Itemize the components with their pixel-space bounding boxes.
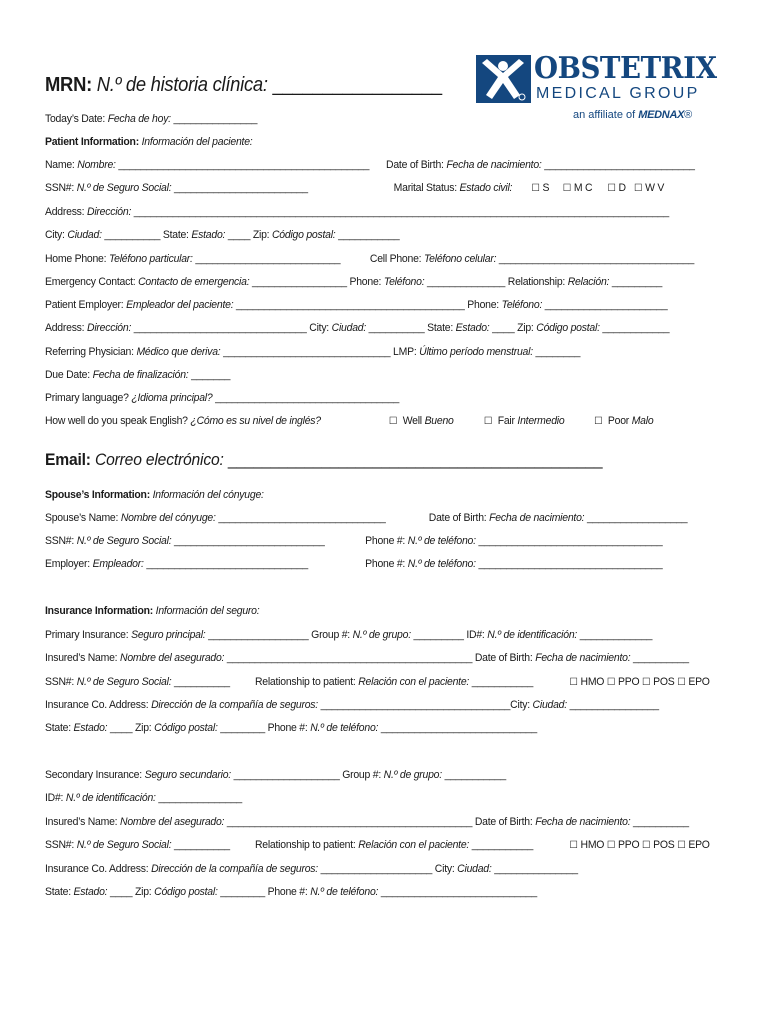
city-field[interactable]: City: Ciudad: __________: [45, 229, 161, 241]
employer-address-field[interactable]: Address: Dirección: _______________________________: [45, 322, 307, 334]
employer-zip-field[interactable]: Zip: Código postal: ____________: [517, 322, 670, 334]
insured-ssn-field[interactable]: SSN#: N.º de Seguro Social: __________: [45, 676, 230, 688]
language-field[interactable]: Primary language? ¿Idioma principal? _________________________________: [45, 392, 400, 404]
ssn-label-es: N.º de Seguro Social:: [76, 182, 172, 194]
zip-field[interactable]: Zip: Código postal: ___________: [252, 229, 400, 241]
secondary-insured-name-field[interactable]: Insured’s Name: Nombre del asegurado: ____________________________________________: [45, 816, 473, 828]
checkbox-icon[interactable]: ☐: [388, 416, 398, 427]
patient-heading-es: Información del paciente:: [141, 136, 253, 148]
checkbox-icon[interactable]: ☐: [569, 840, 578, 851]
physician-row: [45, 345, 580, 359]
name-field[interactable]: [45, 158, 369, 172]
insurance-city-field[interactable]: City: Ciudad: ________________: [510, 699, 659, 711]
english-option-fair[interactable]: ☐ Fair Intermedio: [483, 415, 565, 427]
ssn-blank[interactable]: ________________________: [174, 182, 308, 194]
secondary-city-field[interactable]: City: Ciudad: _______________: [434, 863, 578, 875]
plan-epo[interactable]: ☐ EPO: [677, 676, 710, 688]
physician-field[interactable]: Referring Physician: Médico que deriva: ______________________________: [45, 346, 391, 358]
dob-field[interactable]: [386, 158, 695, 172]
lmp-field[interactable]: LMP: Último período menstrual: ________: [393, 346, 581, 358]
mednax-brand: MEDNAX: [638, 109, 685, 121]
secondary-id-field[interactable]: ID#: N.º de identificación: _______________: [45, 792, 242, 804]
employer-row: [45, 298, 667, 312]
secondary-dob-field[interactable]: Date of Birth: Fecha de nacimiento: __________: [474, 816, 689, 828]
insured-relationship-field[interactable]: Relationship to patient: Relación con el paciente: ___________: [254, 676, 534, 688]
insurance-address-field[interactable]: Insurance Co. Address: Dirección de la compañía de seguros: __________________________________: [45, 699, 511, 711]
checkbox-icon[interactable]: ☐: [594, 416, 603, 427]
mrn-field[interactable]: [45, 74, 442, 97]
marital-option-s[interactable]: ☐ S: [531, 182, 550, 194]
address-field[interactable]: [45, 205, 669, 219]
cell-phone-field[interactable]: Cell Phone: Teléfono celular: ___________________________________: [369, 253, 695, 265]
logo-figure-icon: [476, 55, 531, 103]
spouse-ssn-field[interactable]: SSN#: N.º de Seguro Social: ___________________________: [45, 535, 325, 547]
email-label-es: Correo electrónico:: [95, 450, 224, 469]
date-blank[interactable]: _______________: [173, 113, 258, 125]
secondary-insured-row: [45, 815, 689, 829]
marital-label: Marital Status:: [393, 182, 457, 194]
marital-status-field: [394, 181, 513, 195]
secondary-relationship-field[interactable]: Relationship to patient: Relación con el paciente: ___________: [254, 839, 534, 851]
marital-label-es: Estado civil:: [459, 182, 513, 194]
email-blank[interactable]: ____________________________________________: [227, 450, 603, 469]
plan-epo[interactable]: ☐ EPO: [677, 839, 710, 851]
employer-city-field[interactable]: City: Ciudad: __________: [309, 322, 425, 334]
todays-date-field[interactable]: [45, 112, 257, 126]
insurance-info-heading: Insurance Information: Información del seguro:: [45, 605, 260, 617]
mrn-label-es: N.º de historia clínica:: [96, 74, 268, 96]
id-field[interactable]: ID#: N.º de identificación: _____________: [466, 629, 653, 641]
email-field[interactable]: [45, 450, 602, 470]
insurance-phone-field[interactable]: Phone #: N.º de teléfono: ____________________________: [267, 722, 537, 734]
checkbox-icon[interactable]: ☐: [531, 183, 540, 194]
checkbox-icon[interactable]: ☐: [562, 183, 572, 194]
checkbox-icon[interactable]: ☐: [642, 840, 651, 851]
secondary-ssn-field[interactable]: SSN#: N.º de Seguro Social: __________: [45, 839, 230, 851]
dob-blank[interactable]: ___________________________: [544, 159, 695, 171]
address-blank[interactable]: ________________________________________________________________________________________________: [133, 206, 669, 218]
checkbox-icon[interactable]: ☐: [606, 677, 616, 688]
marital-option-mc[interactable]: ☐ M C: [562, 182, 593, 194]
checkbox-icon[interactable]: ☐: [642, 677, 651, 688]
group-field[interactable]: Group #: N.º de grupo: _________: [311, 629, 464, 641]
english-option-poor[interactable]: ☐ Poor Malo: [594, 415, 654, 427]
affiliate-text: an affiliate of: [573, 109, 636, 121]
secondary-phone-field[interactable]: Phone #: N.º de teléfono: ____________________________: [267, 886, 537, 898]
checkbox-icon[interactable]: ☐: [483, 416, 493, 427]
spouse-dob-field[interactable]: Date of Birth: Fecha de nacimiento: __________________: [428, 512, 688, 524]
patient-heading: Patient Information:: [45, 136, 139, 148]
city-state-zip-row: [45, 228, 399, 242]
employer-field[interactable]: Patient Employer: Empleador del paciente: _________________________________________: [45, 299, 465, 311]
checkbox-icon[interactable]: ☐: [677, 840, 686, 851]
due-date-field[interactable]: Due Date: Fecha de finalización: _______: [45, 369, 231, 381]
spouse-employer-phone-field[interactable]: Phone #: N.º de teléfono: _________________________________: [365, 558, 663, 570]
plan-ppo[interactable]: ☐ PPO: [606, 676, 640, 688]
secondary-address-field[interactable]: Insurance Co. Address: Dirección de la compañía de seguros: ____________________: [45, 863, 433, 875]
secondary-zip-field[interactable]: Zip: Código postal: ________: [134, 886, 265, 898]
reg-mark: ®: [684, 109, 693, 121]
plan-options: [569, 675, 709, 690]
plan-hmo[interactable]: ☐ HMO: [569, 676, 605, 688]
address-label-es: Dirección:: [87, 206, 132, 218]
dob-label-es: Fecha de nacimiento:: [446, 159, 542, 171]
plan-pos[interactable]: ☐ POS: [642, 839, 675, 851]
checkbox-icon[interactable]: ☐: [606, 840, 616, 851]
secondary-insurance-row: [45, 768, 506, 782]
employer-phone-field[interactable]: Phone: Teléfono: ______________________: [467, 299, 668, 311]
secondary-insurance-field[interactable]: Secondary Insurance: Seguro secundario: ___________________: [45, 769, 340, 781]
address-label: Address:: [45, 206, 85, 218]
primary-insurance-field[interactable]: Primary Insurance: Seguro principal: __________________: [45, 629, 309, 641]
mrn-label: MRN:: [45, 74, 92, 96]
secondary-state-row: [45, 885, 537, 899]
insurance-address-row: [45, 698, 659, 712]
primary-insurance-row: [45, 628, 652, 642]
ssn-label: SSN#:: [45, 182, 75, 194]
name-label: Name:: [45, 159, 75, 171]
emergency-row: [45, 275, 662, 289]
marital-option-wv[interactable]: ☐ W V: [634, 182, 665, 194]
employer-address-row: [45, 321, 669, 335]
plan-pos[interactable]: ☐ POS: [642, 676, 675, 688]
emergency-contact-field[interactable]: Emergency Contact: Contacto de emergencia: _________________: [45, 276, 347, 288]
insured-name-field[interactable]: Insured’s Name: Nombre del asegurado: ____________________________________________: [45, 652, 473, 664]
secondary-address-row: [45, 862, 578, 876]
spouse-employer-field[interactable]: Employer: Empleador: _____________________________: [45, 558, 309, 570]
insurance-zip-field[interactable]: Zip: Código postal: ________: [134, 722, 265, 734]
date-label: Today’s Date:: [45, 113, 106, 125]
spouse-info-heading: Spouse’s Information: Información del cónyuge:: [45, 489, 264, 501]
secondary-plan-options: [569, 838, 709, 853]
email-label: Email:: [45, 450, 91, 469]
name-label-es: Nombre:: [77, 159, 116, 171]
patient-info-heading: [45, 135, 252, 149]
logo-subtitle: MEDICAL GROUP: [536, 85, 700, 102]
spouse-name-field[interactable]: Spouse’s Name: Nombre del cónyuge: ______________________________: [45, 512, 386, 524]
date-label-es: Fecha de hoy:: [107, 113, 171, 125]
insurance-state-field[interactable]: State: Estado: ____: [45, 722, 133, 734]
insured-name-row: [45, 651, 689, 665]
relationship-field[interactable]: Relationship: Relación: _________: [507, 276, 663, 288]
plan-ppo[interactable]: ☐ PPO: [606, 839, 640, 851]
spouse-phone-field[interactable]: Phone #: N.º de teléfono: _________________________________: [365, 535, 663, 547]
checkbox-icon[interactable]: ☐: [607, 183, 616, 194]
plan-hmo[interactable]: ☐ HMO: [569, 839, 605, 851]
english-option-well[interactable]: ☐ Well Bueno: [388, 415, 454, 427]
name-blank[interactable]: _____________________________________________: [118, 159, 370, 171]
secondary-group-field[interactable]: Group #: N.º de grupo: ___________: [342, 769, 506, 781]
insurance-state-row: [45, 721, 537, 735]
secondary-state-field[interactable]: State: Estado: ____: [45, 886, 133, 898]
insured-dob-field[interactable]: Date of Birth: Fecha de nacimiento: __________: [474, 652, 689, 664]
logo-affiliate: [573, 109, 692, 121]
checkbox-icon[interactable]: ☐: [569, 677, 578, 688]
logo-name: OBSTETRIX: [534, 51, 717, 86]
obstetrix-logo: [476, 51, 717, 125]
mrn-blank[interactable]: _________________: [272, 74, 442, 96]
employer-state-field[interactable]: State: Estado: ____: [427, 322, 515, 334]
emergency-phone-field[interactable]: Phone: Teléfono: ______________: [349, 276, 506, 288]
marital-option-d[interactable]: ☐ D: [607, 182, 626, 194]
checkbox-icon[interactable]: ☐: [677, 677, 686, 688]
english-question: How well do you speak English? ¿Cómo es su nivel de inglés?: [45, 415, 321, 427]
state-field[interactable]: State: Estado: ____: [162, 229, 251, 241]
ssn-field[interactable]: [45, 181, 308, 195]
checkbox-icon[interactable]: ☐: [634, 183, 643, 194]
dob-label: Date of Birth:: [386, 159, 444, 171]
home-phone-field[interactable]: Home Phone: Teléfono particular: __________________________: [45, 253, 341, 265]
